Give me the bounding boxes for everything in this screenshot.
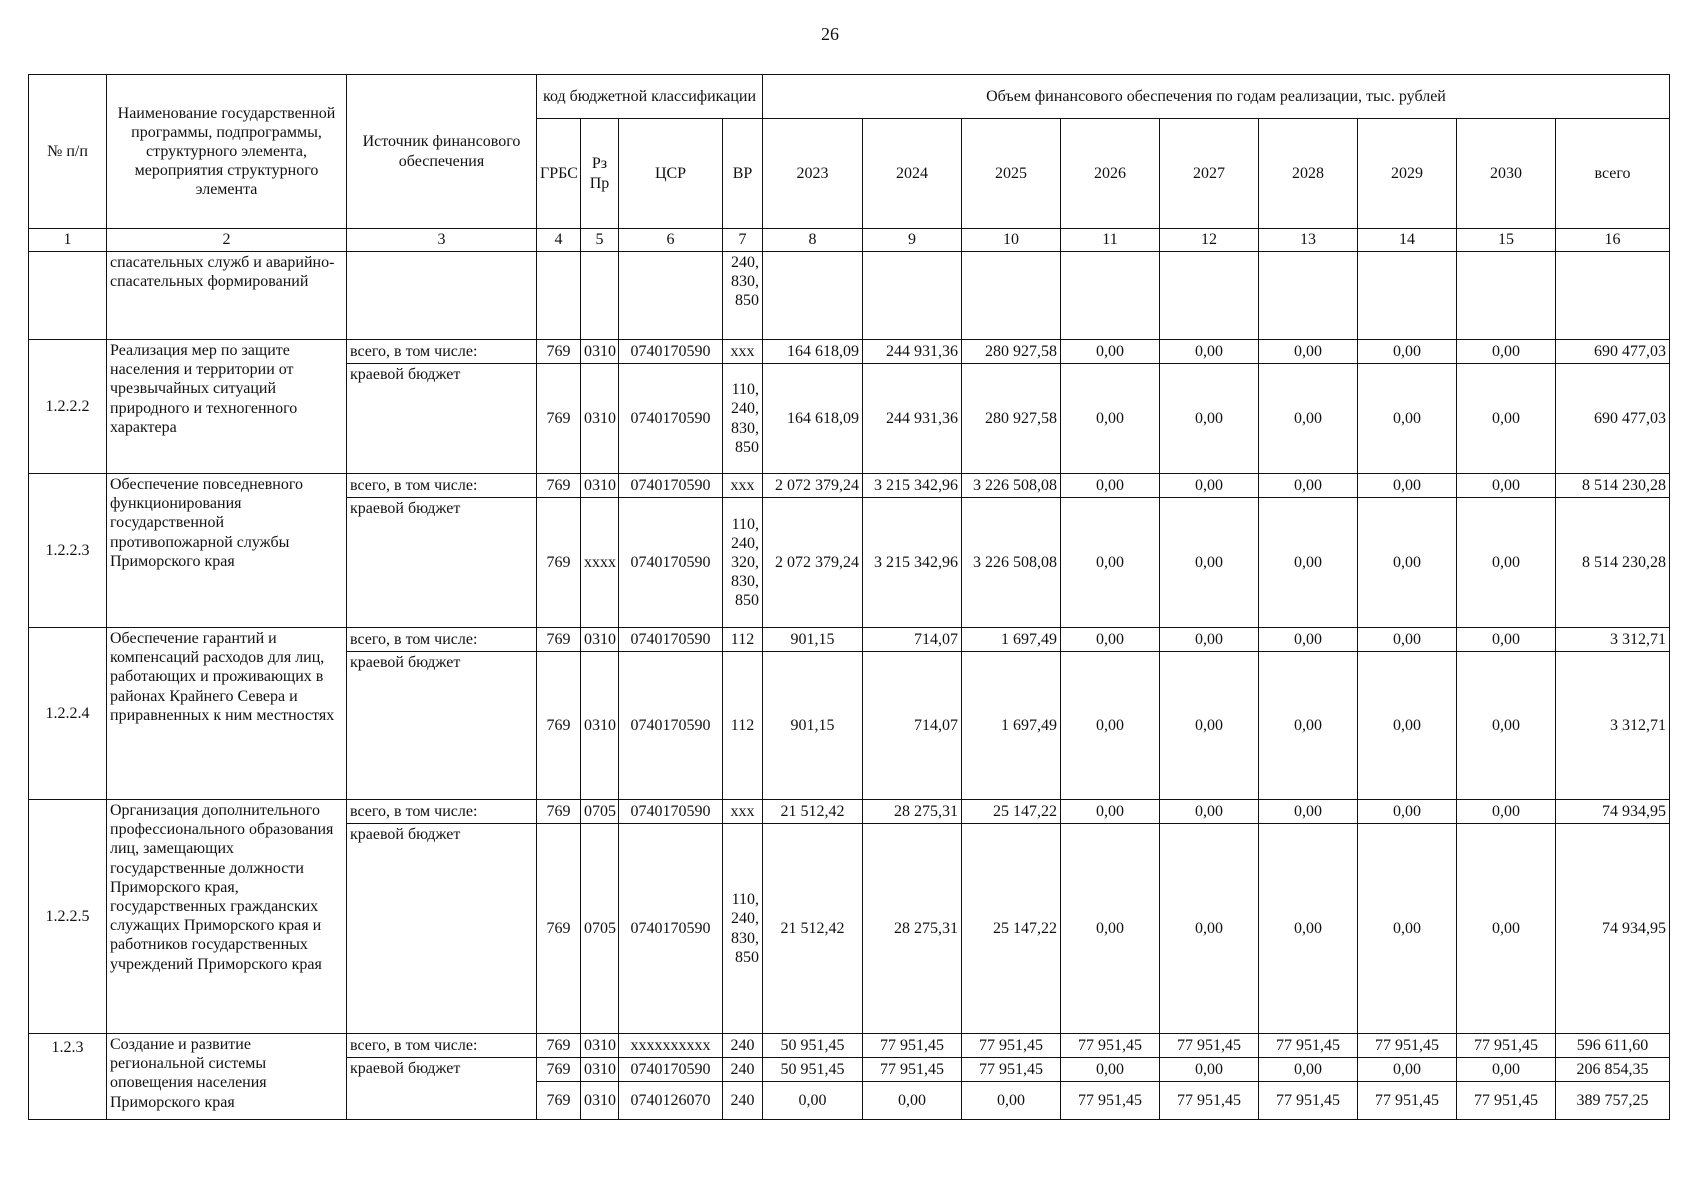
amount-2030: 0,00 — [1457, 364, 1556, 474]
amount-2028: 0,00 — [1259, 498, 1358, 628]
amount-2030: 77 951,45 — [1457, 1034, 1556, 1058]
table-row — [29, 800, 1670, 824]
amount-2027: 0,00 — [1160, 628, 1259, 652]
column-number: 13 — [1259, 229, 1358, 252]
source: краевой бюджет — [347, 364, 537, 474]
amount-2028: 0,00 — [1259, 364, 1358, 474]
amount-2028: 0,00 — [1259, 1058, 1358, 1082]
amount-2030: 77 951,45 — [1457, 1082, 1556, 1120]
rzpr: 0310 — [581, 628, 619, 652]
amount-2030: 0,00 — [1457, 498, 1556, 628]
rzpr: 0310 — [581, 474, 619, 498]
amount-2025: 77 951,45 — [962, 1058, 1061, 1082]
amount-total: 206 854,35 — [1556, 1058, 1670, 1082]
table-row — [29, 628, 1670, 652]
table-row — [29, 1034, 1670, 1058]
amount-2026: 0,00 — [1061, 628, 1160, 652]
amount-2023: 21 512,42 — [763, 800, 863, 824]
vr-code: 110, 240, 320, 830, 850 — [723, 498, 763, 628]
amount-2027: 0,00 — [1160, 824, 1259, 1034]
amount-total: 3 312,71 — [1556, 628, 1670, 652]
grbs: 769 — [537, 628, 581, 652]
table-row — [29, 340, 1670, 364]
column-number: 12 — [1160, 229, 1259, 252]
grbs: 769 — [537, 652, 581, 800]
amount-2025: 3 226 508,08 — [962, 498, 1061, 628]
csr: 0740170590 — [619, 628, 723, 652]
amount-2029: 0,00 — [1358, 340, 1457, 364]
header-vr: ВР — [723, 119, 763, 229]
amount-2024: 3 215 342,96 — [863, 474, 962, 498]
amount-2030: 0,00 — [1457, 800, 1556, 824]
amount-2025: 1 697,49 — [962, 628, 1061, 652]
amount-2028: 0,00 — [1259, 340, 1358, 364]
header-rzpr: Рз Пр — [581, 119, 619, 229]
grbs: 769 — [537, 1034, 581, 1058]
source: краевой бюджет — [347, 1058, 537, 1120]
amount-2030: 0,00 — [1457, 824, 1556, 1034]
amount-total: 389 757,25 — [1556, 1082, 1670, 1120]
amount-2024: 244 931,36 — [863, 364, 962, 474]
amount-2029: 0,00 — [1358, 628, 1457, 652]
amount-2028: 0,00 — [1259, 652, 1358, 800]
vr-code: 240 — [723, 1058, 763, 1082]
amount-2026: 77 951,45 — [1061, 1082, 1160, 1120]
page-number: 26 — [821, 24, 839, 44]
amount-2024: 714,07 — [863, 652, 962, 800]
amount-total: 3 312,71 — [1556, 652, 1670, 800]
header-year: 2028 — [1259, 119, 1358, 229]
amount-2026: 0,00 — [1061, 364, 1160, 474]
amount-2024: 0,00 — [863, 1082, 962, 1120]
header-year: 2026 — [1061, 119, 1160, 229]
amount-2025: 1 697,49 — [962, 652, 1061, 800]
source: краевой бюджет — [347, 652, 537, 800]
amount-2023: 2 072 379,24 — [763, 498, 863, 628]
amount-2025: 280 927,58 — [962, 340, 1061, 364]
amount-2030: 0,00 — [1457, 340, 1556, 364]
header-year: 2023 — [763, 119, 863, 229]
csr: 0740170590 — [619, 474, 723, 498]
grbs: 769 — [537, 364, 581, 474]
header-year: 2025 — [962, 119, 1061, 229]
grbs: 769 — [537, 824, 581, 1034]
amount-total: 8 514 230,28 — [1556, 474, 1670, 498]
header-volume: Объем финансового обеспечения по годам реализации, тыс. рублей — [763, 75, 1670, 119]
header-name: Наименование государственной программы, подпрограммы, структурного элемента, мероприятия структурного элемента — [107, 75, 347, 229]
amount-2023: 901,15 — [763, 628, 863, 652]
column-number: 8 — [763, 229, 863, 252]
rzpr: 0310 — [581, 652, 619, 800]
amount-2027: 77 951,45 — [1160, 1034, 1259, 1058]
row-number: 1.2.3 — [29, 1034, 107, 1120]
amount-2023: 50 951,45 — [763, 1058, 863, 1082]
amount-2026: 0,00 — [1061, 652, 1160, 800]
csr: 0740170590 — [619, 1058, 723, 1082]
amount-2028: 0,00 — [1259, 800, 1358, 824]
amount-2024: 714,07 — [863, 628, 962, 652]
amount-2029: 0,00 — [1358, 824, 1457, 1034]
amount-2028: 0,00 — [1259, 628, 1358, 652]
amount-2026: 0,00 — [1061, 824, 1160, 1034]
amount-2024: 77 951,45 — [863, 1034, 962, 1058]
grbs: 769 — [537, 1058, 581, 1082]
amount-2026: 0,00 — [1061, 474, 1160, 498]
source: всего, в том числе: — [347, 1034, 537, 1058]
grbs: 769 — [537, 340, 581, 364]
amount-2028: 77 951,45 — [1259, 1082, 1358, 1120]
row-number: 1.2.2.2 — [29, 340, 107, 474]
source: краевой бюджет — [347, 824, 537, 1034]
amount-2025: 3 226 508,08 — [962, 474, 1061, 498]
vr-code: 112 — [723, 652, 763, 800]
amount-2023: 164 618,09 — [763, 340, 863, 364]
rzpr: 0310 — [581, 1082, 619, 1120]
grbs: 769 — [537, 1082, 581, 1120]
amount-2023: 50 951,45 — [763, 1034, 863, 1058]
csr: xxxxxxxxxx — [619, 1034, 723, 1058]
measure-name: Реализация мер по защите населения и территории от чрезвычайных ситуаций природного и техногенного характера — [107, 340, 347, 474]
csr: 0740170590 — [619, 652, 723, 800]
vr-code: 112 — [723, 628, 763, 652]
header-total: всего — [1556, 119, 1670, 229]
vr-code: xxx — [723, 340, 763, 364]
column-number: 14 — [1358, 229, 1457, 252]
header-year: 2029 — [1358, 119, 1457, 229]
amount-2025: 25 147,22 — [962, 824, 1061, 1034]
amount-2029: 0,00 — [1358, 800, 1457, 824]
vr-code: 110, 240, 830, 850 — [723, 364, 763, 474]
column-number: 6 — [619, 229, 723, 252]
amount-2027: 0,00 — [1160, 340, 1259, 364]
amount-2024: 3 215 342,96 — [863, 498, 962, 628]
vr-code: xxx — [723, 800, 763, 824]
header-year: 2024 — [863, 119, 962, 229]
rzpr: 0310 — [581, 340, 619, 364]
amount-total: 690 477,03 — [1556, 364, 1670, 474]
amount-2030: 0,00 — [1457, 652, 1556, 800]
column-number: 11 — [1061, 229, 1160, 252]
source: всего, в том числе: — [347, 800, 537, 824]
csr: 0740170590 — [619, 340, 723, 364]
vr-code: 240, 830, 850 — [723, 252, 763, 340]
csr: 0740170590 — [619, 498, 723, 628]
amount-2030: 0,00 — [1457, 1058, 1556, 1082]
amount-2027: 0,00 — [1160, 474, 1259, 498]
header-source: Источник финансового обеспечения — [347, 75, 537, 229]
amount-2025: 0,00 — [962, 1082, 1061, 1120]
grbs: 769 — [537, 498, 581, 628]
measure-name: Создание и развитие региональной системы оповещения населения Приморского края — [107, 1034, 347, 1120]
source: всего, в том числе: — [347, 474, 537, 498]
header-csr: ЦСР — [619, 119, 723, 229]
measure-name: Обеспечение повседневного функционирования государственной противопожарной службы Приморского края — [107, 474, 347, 628]
measure-name: Организация дополнительного профессионального образования лиц, замещающих государственные должности Приморского края, государственных гражданских служащих Приморского края и работников государственных учреждений Приморского края — [107, 800, 347, 1034]
column-number: 5 — [581, 229, 619, 252]
vr-code: 240 — [723, 1034, 763, 1058]
amount-2025: 280 927,58 — [962, 364, 1061, 474]
amount-total: 74 934,95 — [1556, 800, 1670, 824]
header-year: 2027 — [1160, 119, 1259, 229]
rzpr: 0705 — [581, 800, 619, 824]
amount-2028: 77 951,45 — [1259, 1034, 1358, 1058]
column-number: 9 — [863, 229, 962, 252]
header-grbs: ГРБС — [537, 119, 581, 229]
column-number: 1 — [29, 229, 107, 252]
header-year: 2030 — [1457, 119, 1556, 229]
amount-2025: 77 951,45 — [962, 1034, 1061, 1058]
amount-2023: 21 512,42 — [763, 824, 863, 1034]
amount-2023: 0,00 — [763, 1082, 863, 1120]
column-number: 15 — [1457, 229, 1556, 252]
column-number: 4 — [537, 229, 581, 252]
amount-2030: 0,00 — [1457, 628, 1556, 652]
measure-name: Обеспечение гарантий и компенсаций расходов для лиц, работающих и проживающих в районах Крайнего Севера и приравненных к ним местностях — [107, 628, 347, 800]
rzpr: 0705 — [581, 824, 619, 1034]
amount-2029: 0,00 — [1358, 364, 1457, 474]
amount-2026: 77 951,45 — [1061, 1034, 1160, 1058]
amount-2029: 0,00 — [1358, 498, 1457, 628]
rzpr: 0310 — [581, 1034, 619, 1058]
csr: 0740170590 — [619, 824, 723, 1034]
grbs: 769 — [537, 800, 581, 824]
amount-2027: 0,00 — [1160, 364, 1259, 474]
header-num: № п/п — [29, 75, 107, 229]
csr: 0740170590 — [619, 800, 723, 824]
amount-2027: 77 951,45 — [1160, 1082, 1259, 1120]
vr-code: 240 — [723, 1082, 763, 1120]
amount-2027: 0,00 — [1160, 1058, 1259, 1082]
amount-2028: 0,00 — [1259, 824, 1358, 1034]
amount-2027: 0,00 — [1160, 652, 1259, 800]
amount-total: 74 934,95 — [1556, 824, 1670, 1034]
amount-2025: 25 147,22 — [962, 800, 1061, 824]
amount-2030: 0,00 — [1457, 474, 1556, 498]
column-numbers-row — [29, 229, 1670, 252]
header-kbk: код бюджетной классификации — [537, 75, 763, 119]
amount-2024: 244 931,36 — [863, 340, 962, 364]
rzpr: 0310 — [581, 1058, 619, 1082]
amount-2023: 164 618,09 — [763, 364, 863, 474]
csr: 0740126070 — [619, 1082, 723, 1120]
amount-2026: 0,00 — [1061, 1058, 1160, 1082]
vr-code: 110, 240, 830, 850 — [723, 824, 763, 1034]
source: краевой бюджет — [347, 498, 537, 628]
amount-2026: 0,00 — [1061, 800, 1160, 824]
csr: 0740170590 — [619, 364, 723, 474]
amount-2029: 77 951,45 — [1358, 1034, 1457, 1058]
financing-table — [28, 74, 1670, 1120]
column-number: 16 — [1556, 229, 1670, 252]
amount-total: 596 611,60 — [1556, 1034, 1670, 1058]
table-row — [29, 252, 1670, 340]
amount-2024: 28 275,31 — [863, 800, 962, 824]
row-number: 1.2.2.5 — [29, 800, 107, 1034]
grbs: 769 — [537, 474, 581, 498]
column-number: 3 — [347, 229, 537, 252]
column-number: 2 — [107, 229, 347, 252]
amount-2027: 0,00 — [1160, 498, 1259, 628]
rzpr: 0310 — [581, 364, 619, 474]
row-number: 1.2.2.4 — [29, 628, 107, 800]
amount-2023: 901,15 — [763, 652, 863, 800]
source: всего, в том числе: — [347, 628, 537, 652]
vr-code: xxx — [723, 474, 763, 498]
amount-2026: 0,00 — [1061, 340, 1160, 364]
column-number: 7 — [723, 229, 763, 252]
amount-2029: 0,00 — [1358, 474, 1457, 498]
amount-2027: 0,00 — [1160, 800, 1259, 824]
amount-2024: 28 275,31 — [863, 824, 962, 1034]
row-number: 1.2.2.3 — [29, 474, 107, 628]
table-row — [29, 474, 1670, 498]
rzpr: xxxx — [581, 498, 619, 628]
source: всего, в том числе: — [347, 340, 537, 364]
amount-2024: 77 951,45 — [863, 1058, 962, 1082]
amount-total: 8 514 230,28 — [1556, 498, 1670, 628]
amount-total: 690 477,03 — [1556, 340, 1670, 364]
amount-2029: 0,00 — [1358, 1058, 1457, 1082]
amount-2026: 0,00 — [1061, 498, 1160, 628]
column-number: 10 — [962, 229, 1061, 252]
amount-2028: 0,00 — [1259, 474, 1358, 498]
amount-2029: 77 951,45 — [1358, 1082, 1457, 1120]
amount-2023: 2 072 379,24 — [763, 474, 863, 498]
measure-name: спасательных служб и аварийно-спасательных формирований — [107, 252, 347, 340]
amount-2029: 0,00 — [1358, 652, 1457, 800]
